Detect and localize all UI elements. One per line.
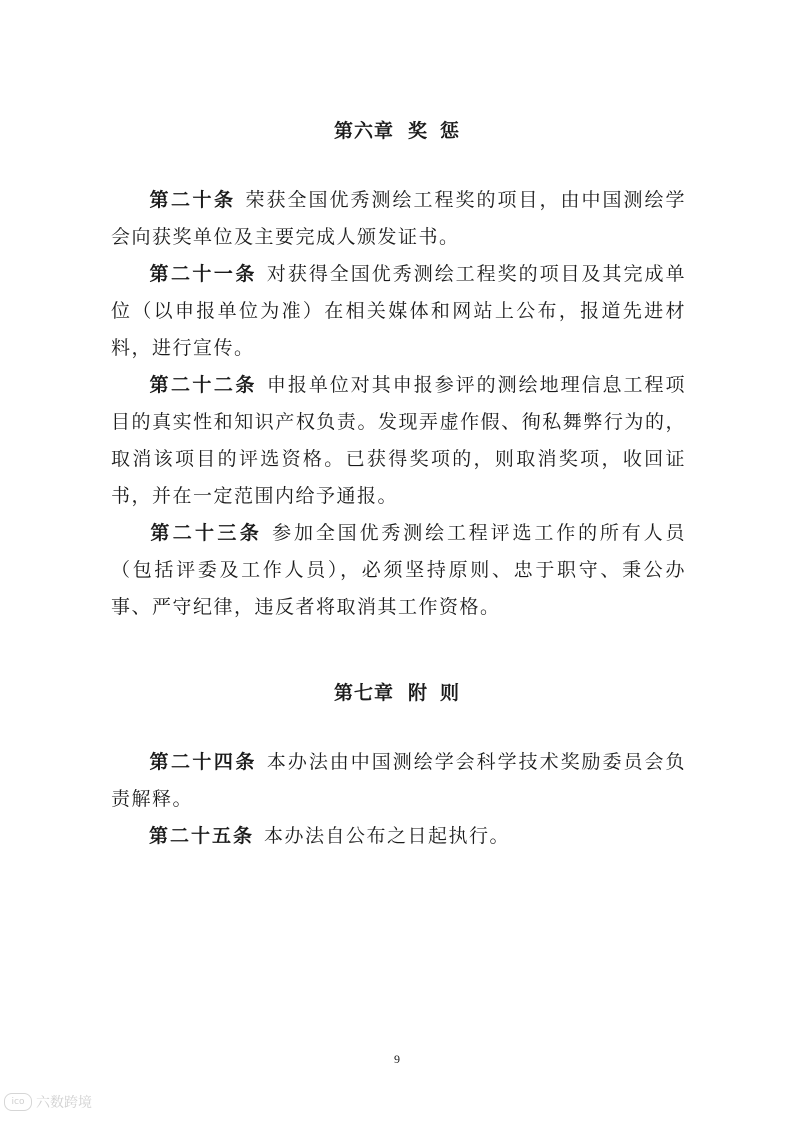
article-22-text: 申报单位对其申报参评的测绘地理信息工程项目的真实性和知识产权负责。发现弄虚作假、徇私舞弊行为的，取消该项目的评选资格。已获得奖项的，则取消奖项，收回证书，并在一定范围内给予通报。 (111, 374, 686, 507)
article-25-number: 第二十五条 (149, 825, 255, 847)
article-21-text: 对获得全国优秀测绘工程奖的项目及其完成单位（以申报单位为准）在相关媒体和网站上公布，报道先进材料，进行宣传。 (111, 263, 686, 359)
article-23-number: 第二十三条 (149, 522, 263, 544)
watermark-logo-icon: ico (4, 1093, 32, 1111)
chapter-6-title-char-2: 惩 (440, 120, 461, 142)
chapter-7-title-char-2: 则 (440, 682, 461, 704)
chapter-6-title-char-1: 奖 (407, 120, 428, 142)
article-21-number: 第二十一条 (149, 263, 257, 285)
article-25 (111, 818, 686, 855)
chapter-6-number: 第六章 (333, 120, 394, 142)
article-22-number: 第二十二条 (149, 374, 257, 396)
article-23-text: 参加全国优秀测绘工程评选工作的所有人员（包括评委及工作人员），必须坚持原则、忠于职守、秉公办事、严守纪律，违反者将取消其工作资格。 (111, 522, 686, 618)
article-24-number: 第二十四条 (149, 751, 257, 773)
article-24-text: 本办法由中国测绘学会科学技术奖励委员会负责解释。 (111, 751, 686, 810)
watermark-text: 六数跨境 (36, 1095, 92, 1111)
chapter-7-heading (0, 678, 794, 705)
article-23 (111, 515, 686, 626)
article-22 (111, 367, 686, 515)
article-21 (111, 256, 686, 367)
chapter-7-number: 第七章 (333, 682, 394, 704)
article-24 (111, 744, 686, 818)
chapter-6-heading (0, 116, 794, 143)
article-20 (111, 182, 686, 256)
article-25-text: 本办法自公布之日起执行。 (264, 825, 511, 847)
watermark (4, 1092, 92, 1112)
article-20-text: 荣获全国优秀测绘工程奖的项目，由中国测绘学会向获奖单位及主要完成人颁发证书。 (111, 189, 686, 248)
article-20-number: 第二十条 (149, 189, 236, 211)
page-number: 9 (394, 1052, 400, 1066)
chapter-7-title-char-1: 附 (407, 682, 428, 704)
